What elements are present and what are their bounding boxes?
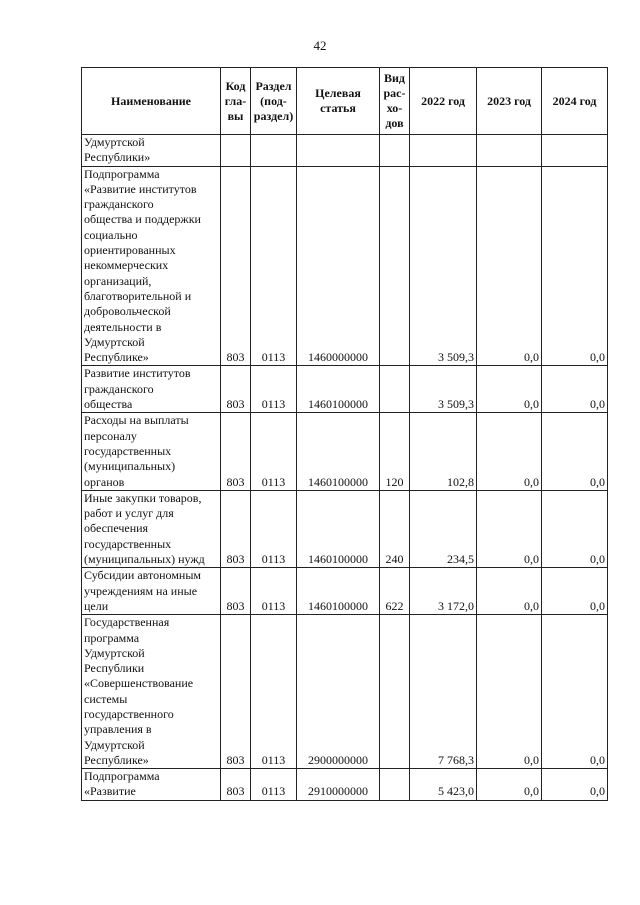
cell-2023: 0,0 (477, 413, 542, 490)
cell-2024: 0,0 (542, 490, 608, 567)
cell-expense-type: 622 (380, 568, 410, 615)
cell-expense-type (380, 366, 410, 413)
table-body (82, 135, 608, 801)
cell-2022: 3 509,3 (410, 166, 477, 366)
cell-2022: 102,8 (410, 413, 477, 490)
cell-name: Удмуртской Республики» (82, 135, 221, 167)
cell-2024: 0,0 (542, 568, 608, 615)
cell-2024: 0,0 (542, 166, 608, 366)
cell-target-item: 1460100000 (297, 366, 380, 413)
cell-target-item: 2900000000 (297, 615, 380, 769)
header-row (82, 68, 608, 135)
cell-name: Иные закупки товаров, работ и услуг для обеспечения государственных (муниципальных) нужд (82, 490, 221, 567)
cell-expense-type (380, 615, 410, 769)
cell-2023: 0,0 (477, 490, 542, 567)
cell-section: 0113 (251, 615, 297, 769)
cell-2022: 234,5 (410, 490, 477, 567)
cell-2023: 0,0 (477, 166, 542, 366)
cell-section: 0113 (251, 568, 297, 615)
cell-2023 (477, 135, 542, 167)
cell-2024: 0,0 (542, 366, 608, 413)
budget-table (81, 67, 608, 801)
cell-target-item: 1460100000 (297, 490, 380, 567)
cell-2024 (542, 135, 608, 167)
cell-chapter-code: 803 (221, 366, 251, 413)
page-number: 42 (313, 38, 327, 53)
header-section: Раздел (под- раздел) (251, 68, 297, 135)
cell-name: Подпрограмма «Развитие институтов гражданского общества и поддержки социально ориентированных некоммерческих организаций, благотворительной и добровольческой деятельности в Удмуртской Республике» (82, 166, 221, 366)
cell-target-item: 1460100000 (297, 568, 380, 615)
table-row (82, 615, 608, 769)
table-row (82, 490, 608, 567)
cell-2023: 0,0 (477, 568, 542, 615)
header-year-2023: 2023 год (477, 68, 542, 135)
cell-2022: 3 172,0 (410, 568, 477, 615)
cell-section: 0113 (251, 769, 297, 801)
header-year-2024: 2024 год (542, 68, 608, 135)
cell-expense-type (380, 769, 410, 801)
cell-2022: 7 768,3 (410, 615, 477, 769)
table-row (82, 568, 608, 615)
cell-expense-type (380, 135, 410, 167)
header-chapter-code: Код гла- вы (221, 68, 251, 135)
cell-target-item (297, 135, 380, 167)
cell-target-item: 1460000000 (297, 166, 380, 366)
cell-2022: 5 423,0 (410, 769, 477, 801)
header-year-2022: 2022 год (410, 68, 477, 135)
table-row (82, 413, 608, 490)
cell-chapter-code: 803 (221, 615, 251, 769)
header-expense-type: Вид рас- хо- дов (380, 68, 410, 135)
cell-chapter-code (221, 135, 251, 167)
cell-2024: 0,0 (542, 615, 608, 769)
table-row (82, 769, 608, 801)
cell-2023: 0,0 (477, 366, 542, 413)
cell-2024: 0,0 (542, 413, 608, 490)
cell-name: Расходы на выплаты персоналу государственных (муниципальных) органов (82, 413, 221, 490)
cell-target-item: 2910000000 (297, 769, 380, 801)
cell-section: 0113 (251, 366, 297, 413)
cell-expense-type: 240 (380, 490, 410, 567)
cell-section (251, 135, 297, 167)
cell-expense-type: 120 (380, 413, 410, 490)
cell-chapter-code: 803 (221, 413, 251, 490)
cell-name: Субсидии автономным учреждениям на иные цели (82, 568, 221, 615)
cell-section: 0113 (251, 413, 297, 490)
cell-2024: 0,0 (542, 769, 608, 801)
cell-chapter-code: 803 (221, 166, 251, 366)
cell-chapter-code: 803 (221, 769, 251, 801)
table-row (82, 135, 608, 167)
table-row (82, 366, 608, 413)
cell-2023: 0,0 (477, 769, 542, 801)
cell-section: 0113 (251, 490, 297, 567)
cell-section: 0113 (251, 166, 297, 366)
cell-target-item: 1460100000 (297, 413, 380, 490)
cell-2022: 3 509,3 (410, 366, 477, 413)
cell-2023: 0,0 (477, 615, 542, 769)
cell-name: Государственная программа Удмуртской Республики «Совершенствование системы государственного управления в Удмуртской Республике» (82, 615, 221, 769)
cell-2022 (410, 135, 477, 167)
header-target-item: Целевая статья (297, 68, 380, 135)
cell-name: Развитие институтов гражданского общества (82, 366, 221, 413)
table-row (82, 166, 608, 366)
header-name: Наименование (82, 68, 221, 135)
cell-expense-type (380, 166, 410, 366)
cell-name: Подпрограмма «Развитие (82, 769, 221, 801)
cell-chapter-code: 803 (221, 490, 251, 567)
cell-chapter-code: 803 (221, 568, 251, 615)
